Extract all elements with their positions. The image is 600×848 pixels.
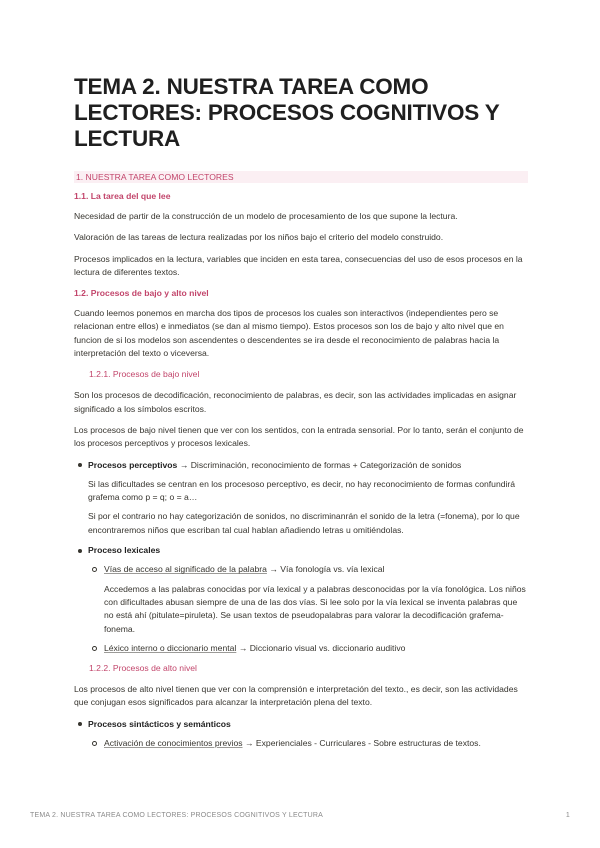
- bullet-icon: [78, 463, 82, 467]
- paragraph: Los procesos de bajo nivel tienen que ver con los sentidos, con la entrada sensorial. Por lo tanto, serán el conjunto de los procesos perceptivos y procesos lexicales.: [74, 424, 524, 449]
- bullet-list: [74, 718, 528, 751]
- circle-bullet-icon: [92, 741, 97, 746]
- document-title: TEMA 2. NUESTRA TAREA COMO LECTORES: PROCESOS COGNITIVOS Y LECTURA: [74, 74, 500, 151]
- underlined-term: Vías de acceso al significado de la palabra: [104, 564, 267, 575]
- paragraph: Necesidad de partir de la construcción de un modelo de procesamiento de los que supone la lectura.: [74, 211, 458, 221]
- subsection-heading-1-1: 1.1. La tarea del que lee: [74, 191, 171, 201]
- list-item-sintacticos: [74, 718, 528, 751]
- list-item-label: Procesos sintácticos y semánticos: [88, 718, 231, 729]
- section-heading-1: 1. NUESTRA TAREA COMO LECTORES: [74, 171, 528, 183]
- list-item-label: Proceso lexicales: [88, 545, 161, 556]
- list-item-text: → Diccionario visual vs. diccionario auditivo: [236, 642, 406, 653]
- paragraph: Si por el contrario no hay categorización de sonidos, no discriminanrán el sonido de la letra (=fonema), por lo que encontraremos niños que escriban tal cual hablan añadiendo letras u omitiéndolas.: [88, 511, 520, 535]
- list-item-vias: [88, 563, 528, 635]
- bullet-list: [74, 459, 528, 656]
- subsection-heading-1-2: 1.2. Procesos de bajo y alto nivel: [74, 288, 209, 299]
- paragraph: Si las dificultades se centran en los procesoso perceptivo, es decir, no hay reconocimiento de formas confundirá grafema como p = q; o = a…: [88, 478, 516, 503]
- list-item-text: Discriminación, reconocimiento de formas + Categorización de sonidos: [188, 459, 462, 470]
- circle-bullet-icon: [92, 646, 97, 651]
- list-item-lexicales: [74, 544, 528, 655]
- subsection-heading-1-2-1: 1.2.1. Procesos de bajo nivel: [89, 369, 200, 380]
- list-item-perceptivos: [74, 459, 528, 537]
- page-footer: [30, 812, 570, 819]
- paragraph: Procesos implicados en la lectura, variables que inciden en esta tarea, consecuencias del uso de esos procesos en la lectura de diferentes textos.: [74, 253, 523, 277]
- paragraph: Los procesos de alto nivel tienen que ver con la comprensión e interpretación del texto., es decir, son las actividades que conjugan esos significados para alcanzar la interpretación plena del texto.: [74, 684, 518, 708]
- list-item-text: → Vía fonología vs. vía lexical: [266, 564, 385, 575]
- paragraph: Accedemos a las palabras conocidas por vía lexical y a palabras desconocidas por la vía fonológica. Los niños con dificultades abusan siempre de una de las dos vías. Si lee solo por la vía lexical se inventa palabras que no está ahí (pitulate=piruleta). Se usan textos de pseudopalabras para valorar la decodificación grafema-fonema.: [104, 583, 526, 634]
- list-item-activacion: [88, 737, 528, 750]
- circle-bullet-icon: [92, 567, 97, 572]
- paragraph: Valoración de las tareas de lectura realizadas por los niños bajo el criterio del modelo construido.: [74, 232, 444, 243]
- list-item-text: → Experienciales - Curriculares - Sobre estructuras de textos.: [242, 738, 481, 749]
- subsection-heading-1-2-2: 1.2.2. Procesos de alto nivel: [89, 663, 197, 674]
- nested-list: [88, 563, 528, 655]
- footer-title: TEMA 2. NUESTRA TAREA COMO LECTORES: PROCESOS COGNITIVOS Y LECTURA: [30, 812, 324, 819]
- paragraph: Son los procesos de decodificación, reconocimiento de palabras, es decir, son las actividades implicadas en asignar significado a los símbolos escritos.: [74, 390, 517, 414]
- nested-list: [88, 737, 528, 750]
- list-item-label: Procesos perceptivos →: [88, 459, 189, 470]
- document-page: [74, 74, 528, 757]
- bullet-icon: [78, 549, 82, 553]
- paragraph: Cuando leemos ponemos en marcha dos tipos de procesos los cuales son interactivos (independientes pero se relacionan entre ellos) e inmediatos (se dan al mismo tiempo). Estos procesos son los de bajo y alto nivel que en funcion de si los modelos son ascendentes o descendentes se ira desde el reconocimiento de palabras hacia la interpretación del texto o viceversa.: [74, 308, 504, 359]
- list-item-lexico: [88, 642, 528, 655]
- underlined-term: Activación de conocimientos previos: [104, 738, 243, 749]
- page-number: 1: [565, 812, 570, 819]
- underlined-term: Léxico interno o diccionario mental: [104, 642, 237, 653]
- bullet-icon: [78, 722, 82, 726]
